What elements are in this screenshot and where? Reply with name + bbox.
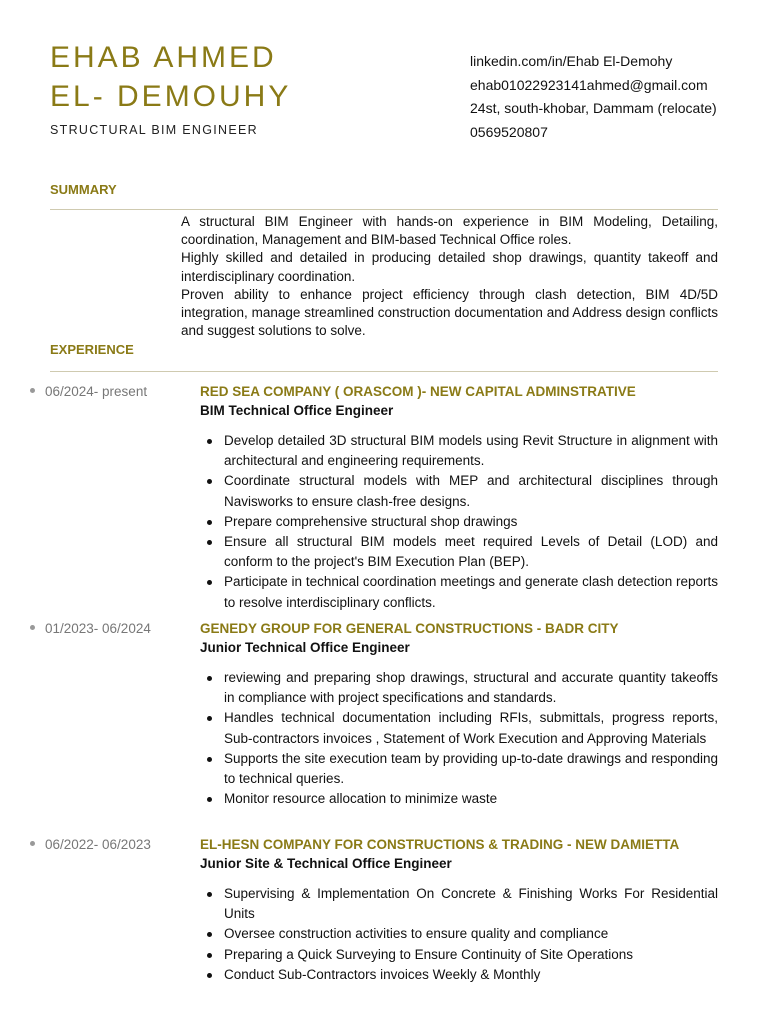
duty-item: Monitor resource allocation to minimize waste	[200, 789, 718, 809]
duty-item: Ensure all structural BIM models meet required Levels of Detail (LOD) and conform to the project's BIM Execution Plan (BEP).	[200, 532, 718, 572]
duty-item: Supervising & Implementation On Concrete & Finishing Works For Residential Units	[200, 884, 718, 924]
summary-paragraph: Highly skilled and detailed in producing detailed shop drawings, quantity takeoff and interdisciplinary coordination.	[181, 250, 718, 284]
linkedin-link[interactable]: linkedin.com/in/Ehab El-Demohy	[470, 53, 673, 69]
name-line-2: EL- DEMOUHY	[50, 80, 292, 113]
duty-item: Prepare comprehensive structural shop drawings	[200, 512, 718, 532]
duty-item: Conduct Sub-Contractors invoices Weekly & Monthly	[200, 965, 718, 985]
duty-item: Participate in technical coordination meetings and generate clash detection reports to resolve interdisciplinary conflicts.	[200, 572, 718, 612]
job-date: 06/2024- present	[30, 384, 147, 399]
contact-block	[470, 50, 717, 144]
job-company: RED SEA COMPANY ( ORASCOM )- NEW CAPITAL ADMINSTRATIVE	[200, 384, 636, 399]
job-duties	[200, 668, 718, 809]
job-duties	[200, 431, 718, 613]
experience-divider	[50, 371, 718, 372]
job-title: Junior Technical Office Engineer	[200, 640, 410, 655]
name-line-1: EHAB AHMED	[50, 41, 277, 74]
duty-item: Handles technical documentation including RFIs, submittals, progress reports, Sub-contractors invoices , Statement of Work Execution and Approving Materials	[200, 708, 718, 748]
job-role: STRUCTURAL BIM ENGINEER	[50, 123, 258, 137]
summary-paragraph: Proven ability to enhance project efficiency through clash detection, BIM 4D/5D integration, manage streamlined construction documentation and Address design conflicts and suggest solutions to solve.	[181, 286, 718, 339]
duty-item: Coordinate structural models with MEP and architectural disciplines through Navisworks to ensure clash-free designs.	[200, 471, 718, 511]
summary-divider	[50, 209, 718, 210]
duty-item: Develop detailed 3D structural BIM models using Revit Structure in alignment with architectural and engineering requirements.	[200, 431, 718, 471]
job-date: 06/2022- 06/2023	[30, 837, 151, 852]
job-company: GENEDY GROUP FOR GENERAL CONSTRUCTIONS - BADR CITY	[200, 621, 619, 636]
duty-item: Preparing a Quick Surveying to Ensure Continuity of Site Operations	[200, 945, 718, 965]
experience-heading: EXPERIENCE	[50, 342, 134, 357]
duty-item: reviewing and preparing shop drawings, structural and accurate quantity takeoffs in compliance with project specifications and standards.	[200, 668, 718, 708]
job-date: 01/2023- 06/2024	[30, 621, 151, 636]
candidate-name	[50, 38, 291, 116]
job-title: Junior Site & Technical Office Engineer	[200, 856, 452, 871]
summary-text	[181, 213, 718, 340]
phone-number: 0569520807	[470, 123, 548, 140]
email-link[interactable]: ehab01022923141ahmed@gmail.com	[470, 76, 708, 93]
job-title: BIM Technical Office Engineer	[200, 403, 394, 418]
duty-item: Supports the site execution team by providing up-to-date drawings and responding to technical queries.	[200, 749, 718, 789]
duty-item: Oversee construction activities to ensure quality and compliance	[200, 924, 718, 944]
summary-heading: SUMMARY	[50, 182, 117, 197]
job-company: EL-HESN COMPANY FOR CONSTRUCTIONS & TRADING - NEW DAMIETTA	[200, 837, 680, 852]
summary-paragraph: A structural BIM Engineer with hands-on experience in BIM Modeling, Detailing, coordination, Management and BIM-based Technical Office roles.	[181, 214, 718, 248]
job-duties	[200, 884, 718, 985]
address: 24st, south-khobar, Dammam (relocate)	[470, 100, 717, 116]
